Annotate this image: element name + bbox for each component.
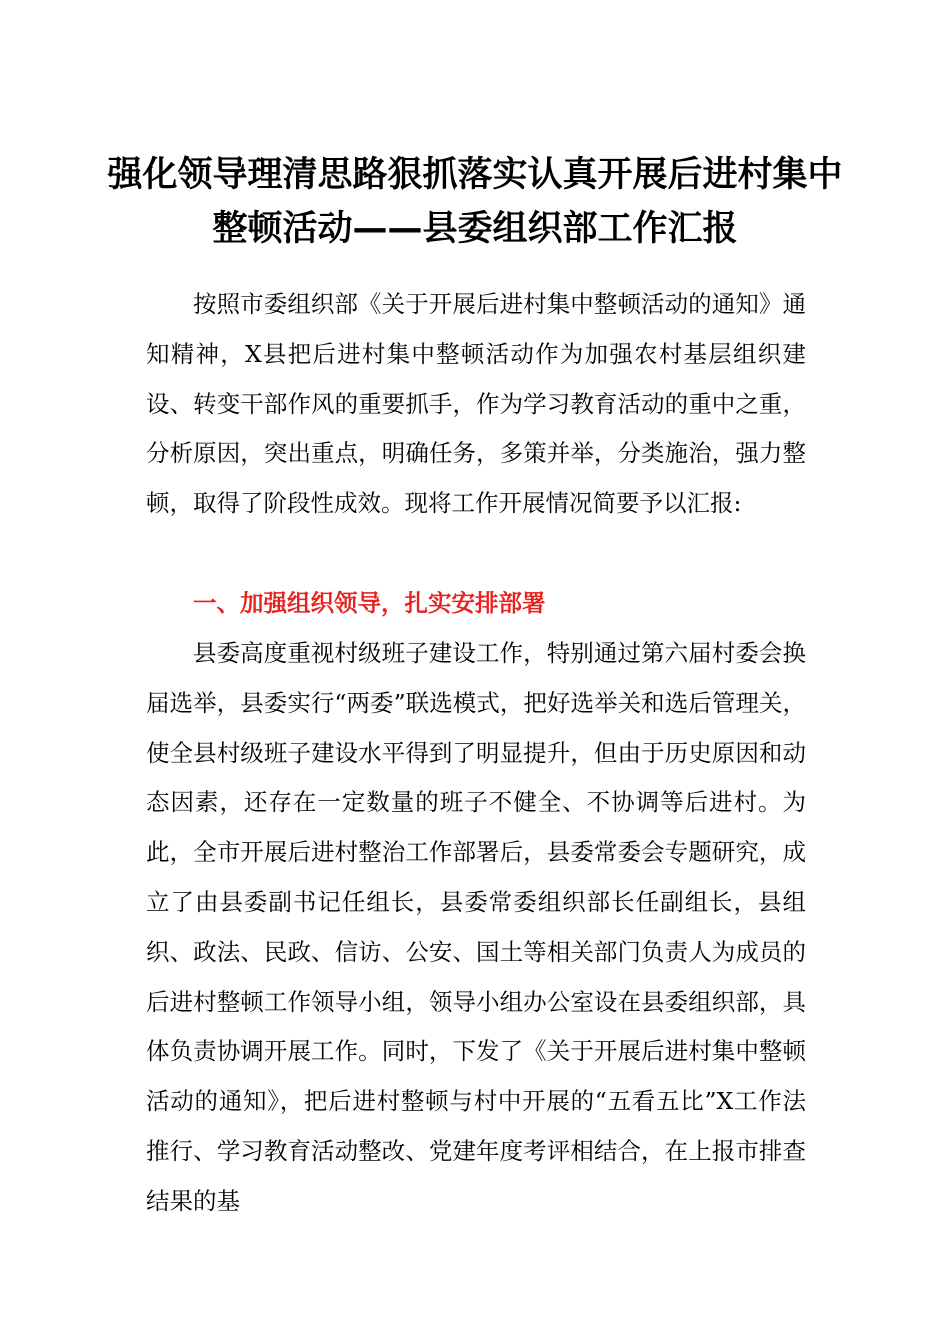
section-heading: 一、加强组织领导，扎实安排部署 <box>193 589 546 617</box>
paragraph-intro: 按照市委组织部《关于开展后进村集中整顿活动的通知》通知精神，X县把后进村集中整顿活动作为加强农村基层组织建设、转变干部作风的重要抓手，作为学习教育活动的重中之重，分析原因，突出重点，明确任务，多策并举，分类施治，强力整顿，取得了阶段性成效。现将工作开展情况简要予以汇报: <box>146 290 806 518</box>
document-title: 强化领导理清思路狠抓落实认真开展后进村集中整顿活动——县委组织部工作汇报 <box>107 155 843 249</box>
paragraph-section-one: 县委高度重视村级班子建设工作，特别通过第六届村委会换届选举，县委实行“两委”联选模式，把好选举关和选后管理关，使全县村级班子建设水平得到了明显提升，但由于历史原因和动态因素，还存在一定数量的班子不健全、不协调等后进村。为此，全市开展后进村整治工作部署后，县委常委会专题研究，成立了由县委副书记任组长，县委常委组织部长任副组长，县组织、政法、民政、信访、公安、国土等相关部门负责人为成员的后进村整顿工作领导小组，领导小组办公室设在县委组织部，具体负责协调开展工作。同时，下发了《关于开展后进村集中整顿活动的通知》，把后进村整顿与村中开展的“五看五比”X工作法推行、学习教育活动整改、党建年度考评相结合，在上报市排查结果的基 <box>146 639 806 1215</box>
